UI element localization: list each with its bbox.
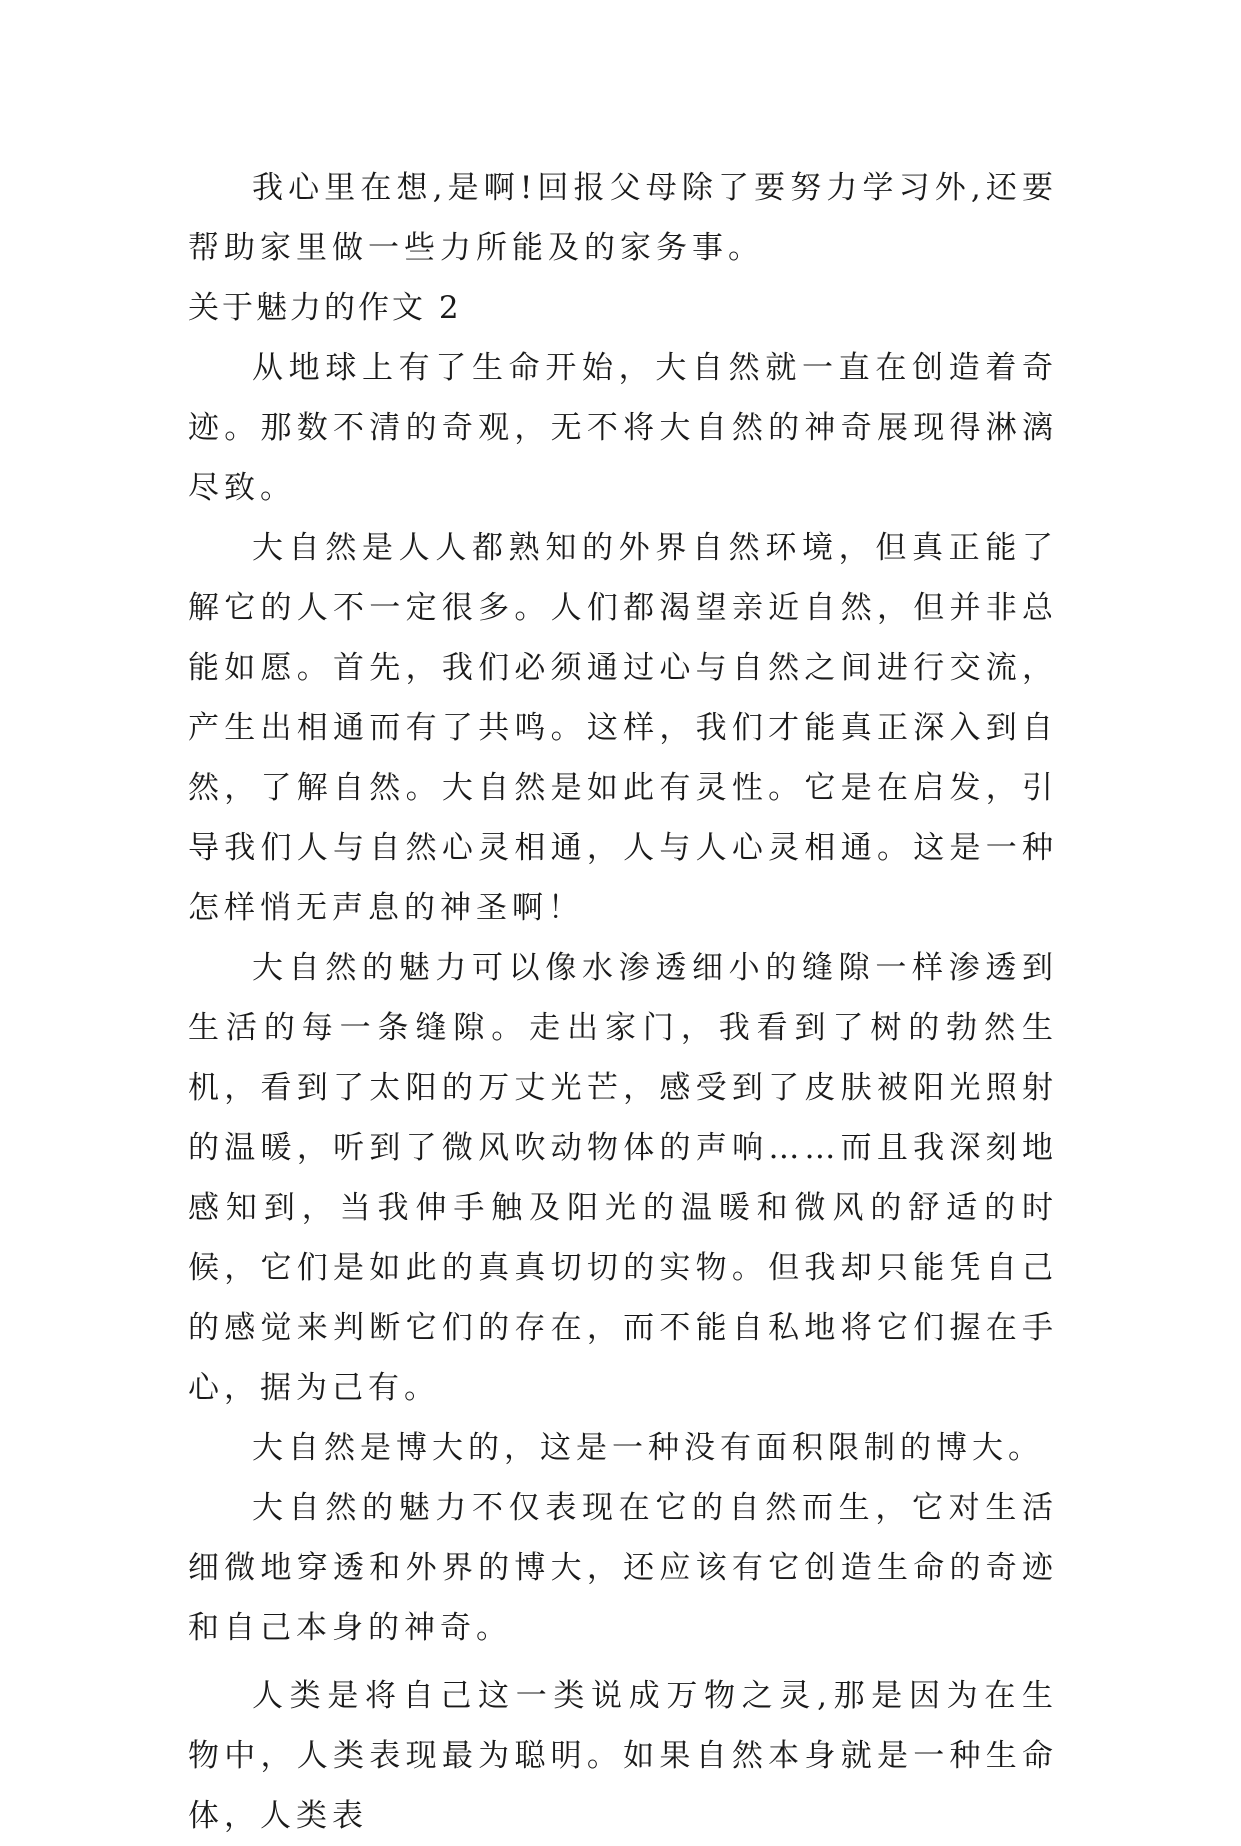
section-title: 关于魅力的作文 2 (188, 290, 462, 326)
paragraph-5: 大自然的魅力不仅表现在它的自然而生，它对生活细微地穿透和外界的博大，还应该有它创造生命的奇迹和自己本身的神奇。 (188, 1490, 1058, 1646)
paragraph-4: 大自然是博大的，这是一种没有面积限制的博大。 (252, 1430, 1044, 1466)
paragraph-6: 人类是将自己这一类说成万物之灵,那是因为在生物中，人类表现最为聪明。如果自然本身就是一种生命体，人类表 (188, 1678, 1058, 1834)
document-body (188, 158, 1058, 1846)
paragraph-1: 从地球上有了生命开始，大自然就一直在创造着奇迹。那数不清的奇观，无不将大自然的神奇展现得淋漓尽致。 (188, 350, 1058, 506)
paragraph-3: 大自然的魅力可以像水渗透细小的缝隙一样渗透到生活的每一条缝隙。走出家门，我看到了树的勃然生机，看到了太阳的万丈光芒，感受到了皮肤被阳光照射的温暖，听到了微风吹动物体的声响……而且我深刻地感知到，当我伸手触及阳光的温暖和微风的舒适的时候，它们是如此的真真切切的实物。但我却只能凭自己的感觉来判断它们的存在，而不能自私地将它们握在手心，据为己有。 (188, 950, 1058, 1406)
paragraph-2: 大自然是人人都熟知的外界自然环境，但真正能了解它的人不一定很多。人们都渴望亲近自然，但并非总能如愿。首先，我们必须通过心与自然之间进行交流，产生出相通而有了共鸣。这样，我们才能真正深入到自然，了解自然。大自然是如此有灵性。它是在启发，引导我们人与自然心灵相通，人与人心灵相通。这是一种怎样悄无声息的神圣啊！ (188, 530, 1058, 926)
intro-paragraph: 我心里在想,是啊!回报父母除了要努力学习外,还要帮助家里做一些力所能及的家务事。 (188, 170, 1058, 266)
